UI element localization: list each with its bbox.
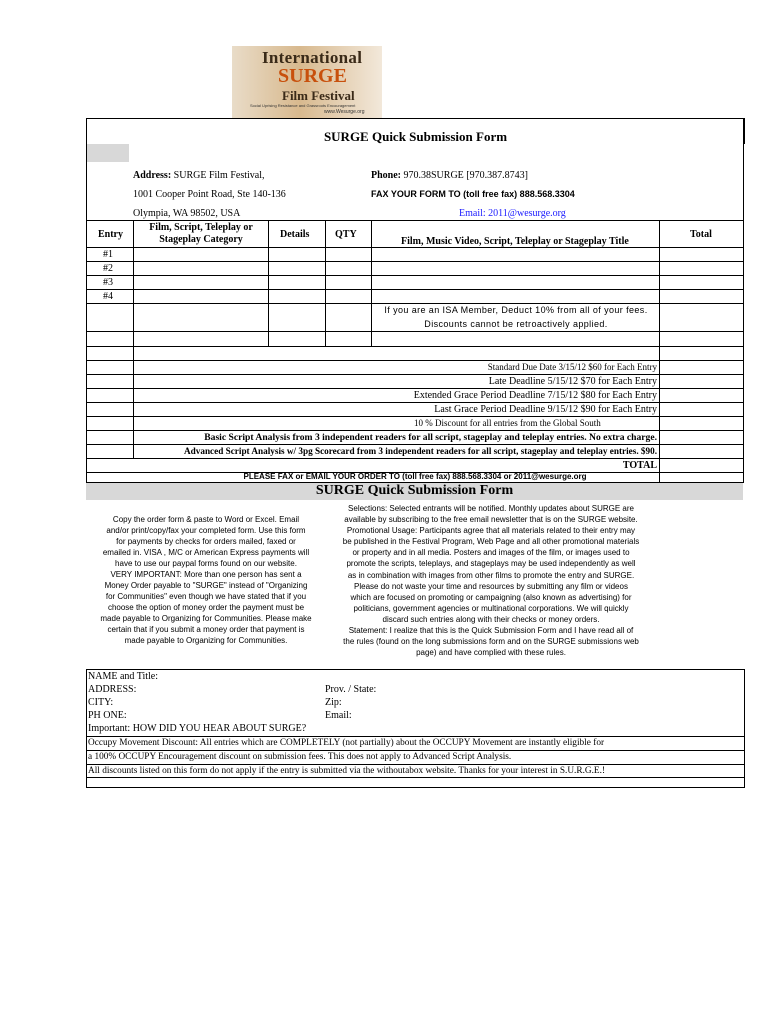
entry-row-1[interactable]: #1 [103,249,113,260]
deadline-late: Late Deadline 5/15/12 $70 for Each Entry [488,376,657,387]
name-label[interactable]: NAME and Title: [88,671,159,682]
phone-line: Phone: 970.38SURGE [970.387.8743] [371,170,528,181]
deadline-standard: Standard Due Date 3/15/12 $60 for Each Entry [487,362,657,372]
deadline-last: Last Grace Period Deadline 9/15/12 $90 for Each Entry [434,404,657,415]
gray-bar [86,144,743,162]
occupy-line-2: a 100% OCCUPY Encouragement discount on submission fees. This does not apply to Advanced Script Analysis. [88,752,512,762]
right-instructions: Selections: Selected entrants will be notified. Monthly updates about SURGE are available by subscribing to the free email newsletter that is on the SURGE website. Promotional Usage: Participants agree that all materials related to their entry may be published in the Festival Program, Web Page and all other promotional materials or property and in all media. Posters and images of the film, or images used to promote the scripts, teleplays, and stageplays may be used independently as well as in combination with images from other films to promote the entry and SURGE. Please do not waste your time and resources by submitting any film or videos which are focused on promoting or campaigning (also known as advertising) for politicians, government agencies or multinational corporations. We will quickly discard such entries along with their checks or money orders. Statement: I realize that this is the Quick Submission Form and I have read all of the rules (found on the long submissions form and on the SURGE submissions web page) and have complied with these rules. [342,504,640,658]
global-south-discount: 10 % Discount for all entries from the Global South [414,418,601,428]
header-entry: Entry [98,229,123,240]
occupy-line-1: Occupy Movement Discount: All entries which are COMPLETELY (not partially) about the OCCUPY Movement are instantly eligible for [88,738,605,748]
header-qty: QTY [335,229,357,240]
fax-email-line: PLEASE FAX or EMAIL YOUR ORDER TO (toll free fax) 888.568.3304 or 2011@wesurge.org [243,472,587,481]
frame-top-line [86,118,744,119]
logo-line-tagline: Social Uprising Resistance and Grassroots Encouragement [250,103,356,108]
logo-line-website: www.Wesurge.org [324,109,365,115]
header-category: Film, Script, Teleplay or Stageplay Category [149,222,253,245]
hear-about-label[interactable]: Important: HOW DID YOU HEAR ABOUT SURGE? [88,723,307,734]
basic-analysis: Basic Script Analysis from 3 independent readers for all script, stageplay and teleplay entries. No extra charge. [204,432,657,443]
city-label[interactable]: CITY: [88,697,114,708]
logo-line-international: International [262,48,363,67]
deadline-extended: Extended Grace Period Deadline 7/15/12 $80 for Each Entry [413,390,657,401]
total-label: TOTAL [622,460,657,471]
form-title-row [86,118,745,144]
phone-label[interactable]: PH ONE: [88,710,127,721]
isa-note-line-2: Discounts cannot be retroactively applied. [424,319,608,329]
logo-line-film-festival: Film Festival [282,88,355,103]
address-line-2: 1001 Cooper Point Road, Ste 140-136 [133,189,286,200]
header-title: Film, Music Video, Script, Teleplay or Stageplay Title [401,236,629,247]
left-instructions: Copy the order form & paste to Word or Excel. Email and/or print/copy/fax your completed form. Use this form for payments by checks for orders mailed, faxed or emailed in. VISA , M/C or American Express payments will have to use our paypal forms found on our website. VERY IMPORTANT: More than one person has sent a Money Order payable to "SURGE" instead of "Organizing for Communities" even though we have stated that if you choose the option of money order the payment must be made payable to Organizing for Communities. Please make certain that if you submit a money order that payment is made payable to Organizing for Communities. [100,515,312,645]
withoutabox-note: All discounts listed on this form do not apply if the entry is submitted via the withoutabox website. Thanks for your interest in S.U.R.G.E.! [88,766,606,776]
address-line-3: Olympia, WA 98502, USA [133,208,241,219]
entry-row-3[interactable]: #3 [103,277,113,288]
page-title: SURGE Quick Submission Form [323,129,508,144]
fax-line: FAX YOUR FORM TO (toll free fax) 888.568.3304 [371,189,575,199]
prov-state-label[interactable]: Prov. / State: [325,684,377,695]
form-title-2: SURGE Quick Submission Form [315,483,514,498]
email-link[interactable]: Email: 2011@wesurge.org [459,208,566,219]
email-label[interactable]: Email: [325,710,352,721]
advanced-analysis: Advanced Script Analysis w/ 3pg Scorecard from 3 independent readers for all script, stageplay and teleplay entries. $90. [184,446,657,456]
address-label[interactable]: ADDRESS: [88,684,137,695]
entry-row-2[interactable]: #2 [103,263,113,274]
header-details: Details [280,229,310,240]
isa-note-line-1: If you are an ISA Member, Deduct 10% from all of your fees. [384,305,648,315]
logo-line-surge: SURGE [278,65,347,87]
address-line-1: Address: SURGE Film Festival, [133,170,265,181]
entry-row-4[interactable]: #4 [103,291,113,302]
header-total: Total [690,229,712,240]
zip-label[interactable]: Zip: [325,697,342,708]
festival-logo [232,46,382,118]
